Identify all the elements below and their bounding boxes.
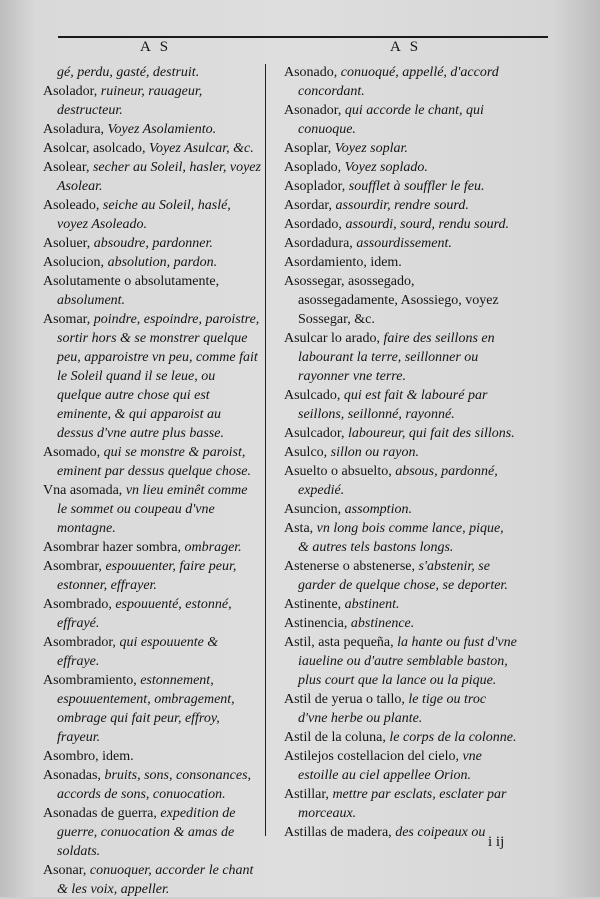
entry-headword: Asossegar, asossegado, asossegadamente, Asossiego, voyez Sossegar, &c. xyxy=(284,274,499,327)
entry-headword: Asombro, idem. xyxy=(43,749,134,764)
entry-definition: assomption. xyxy=(344,502,412,517)
entry-definition: seiche au Soleil, haslé, voyez Asoleado. xyxy=(57,198,231,232)
dictionary-entry xyxy=(284,747,517,785)
entry-headword: Astinencia, xyxy=(284,616,351,631)
entry-headword: Asulcar lo arado, xyxy=(284,331,384,346)
dictionary-entry xyxy=(284,785,517,823)
dictionary-entry xyxy=(284,424,517,443)
entry-headword: Asoladura, xyxy=(43,122,108,137)
entry-headword: Asta, xyxy=(284,521,317,536)
entry-definition: Voyez soplado. xyxy=(344,160,428,175)
entry-definition: s'abstenir, se garder de quelque chose, se deporter. xyxy=(298,559,508,593)
entry-headword: Vna asomada, xyxy=(43,483,126,498)
entry-headword: Astillar, xyxy=(284,787,333,802)
entry-headword: Astilejos costellacion del cielo, xyxy=(284,749,463,764)
dictionary-entry xyxy=(43,443,261,481)
entry-definition: assourdissement. xyxy=(356,236,452,251)
entry-definition: expedition de guerre, conuocation & amas de soldats. xyxy=(57,806,236,859)
entry-headword: Astinente, xyxy=(284,597,345,612)
entry-headword: Asonar, xyxy=(43,863,90,878)
entry-headword: Asordado, xyxy=(284,217,346,232)
entry-headword: Asombrar hazer sombra, xyxy=(43,540,185,555)
dictionary-entry xyxy=(43,766,261,804)
dictionary-entry xyxy=(43,747,261,766)
entry-definition: poindre, espoindre, paroistre, sortir hors & se monstrer quelque peu, apparoistre vn peu, comme fait le Soleil quand il se leue, ou quelque autre chose qui est eminente, & qui apparoist au dessus d'vne autre plus basse. xyxy=(57,312,260,441)
entry-definition: faire des seillons en labourant la terre, seillonner ou rayonner vne terre. xyxy=(298,331,495,384)
entry-headword: Asombramiento, xyxy=(43,673,141,688)
entry-headword: Astillas de madera, xyxy=(284,825,396,840)
entry-headword: Asombrar, xyxy=(43,559,106,574)
entry-headword: Asonadas de guerra, xyxy=(43,806,161,821)
entry-headword: Astil de yerua o tallo, xyxy=(284,692,409,707)
dictionary-entry xyxy=(284,633,517,690)
entry-headword: Asulcador, xyxy=(284,426,348,441)
entry-definition: vne estoille au ciel appellee Orion. xyxy=(298,749,482,783)
dictionary-entry xyxy=(284,386,517,424)
dictionary-entry xyxy=(284,595,517,614)
right-column xyxy=(284,63,517,842)
dictionary-entry xyxy=(284,196,517,215)
entry-definition: la hante ou fust d'vne iaueline ou d'autre semblable baston, plus court que la lance ou la pique. xyxy=(298,635,517,688)
entry-headword: Astil, asta pequeña, xyxy=(284,635,398,650)
entry-definition: absolument. xyxy=(57,293,126,308)
dictionary-entry xyxy=(284,101,517,139)
entry-headword: Asordamiento, idem. xyxy=(284,255,402,270)
running-head-right: A S xyxy=(390,39,422,55)
dictionary-entry xyxy=(284,215,517,234)
entry-headword: Asordadura, xyxy=(284,236,357,251)
dictionary-entry xyxy=(43,272,261,310)
entry-headword: Asonador, xyxy=(284,103,345,118)
entry-definition: espouuenté, estonné, effrayé. xyxy=(57,597,232,631)
entry-definition: bruits, sons, consonances, accords de sons, conuocation. xyxy=(57,768,252,802)
entry-headword: Asomado, xyxy=(43,445,104,460)
entry-definition: Voyez soplar. xyxy=(334,141,408,156)
entry-definition: mettre par esclats, esclater par morceaux. xyxy=(298,787,507,821)
entry-headword: Asoplado, xyxy=(284,160,345,175)
entry-definition: qui est fait & labouré par seillons, seillonné, rayonné. xyxy=(298,388,488,422)
dictionary-entry xyxy=(43,196,261,234)
dictionary-entry xyxy=(43,633,261,671)
dictionary-entry xyxy=(43,158,261,196)
entry-definition: qui espouuente & effraye. xyxy=(57,635,219,669)
dictionary-entry xyxy=(284,728,517,747)
entry-headword: Asulco, xyxy=(284,445,331,460)
dictionary-entry xyxy=(43,310,261,443)
dictionary-entry xyxy=(43,804,261,861)
entry-headword: Asonado, xyxy=(284,65,341,80)
entry-headword: Asombrador, xyxy=(43,635,120,650)
entry-definition: abstinent. xyxy=(344,597,400,612)
entry-definition: laboureur, qui fait des sillons. xyxy=(347,426,515,441)
dictionary-entry xyxy=(284,253,517,272)
entry-definition: vn lieu eminêt comme le sommet ou coupeau d'vne montagne. xyxy=(57,483,248,536)
column-divider xyxy=(265,64,266,836)
dictionary-entry xyxy=(43,557,261,595)
entry-headword: Asoplador, xyxy=(284,179,349,194)
entry-definition: assourdi, sourd, rendu sourd. xyxy=(345,217,510,232)
entry-definition: qui accorde le chant, qui conuoque. xyxy=(298,103,484,137)
dictionary-entry xyxy=(284,500,517,519)
running-head-left: A S xyxy=(140,39,172,55)
dictionary-entry xyxy=(284,690,517,728)
entry-headword: Astil de la coluna, xyxy=(284,730,390,745)
entry-headword: Asolear, xyxy=(43,160,93,175)
dictionary-entry xyxy=(284,158,517,177)
entry-definition: secher au Soleil, hasler, voyez Asolear. xyxy=(57,160,261,194)
entry-headword: Asuelto o absuelto, xyxy=(284,464,396,479)
dictionary-entry xyxy=(284,462,517,500)
dictionary-entry xyxy=(43,139,261,158)
dictionary-entry xyxy=(284,139,517,158)
dictionary-entry xyxy=(43,538,261,557)
dictionary-entry xyxy=(43,234,261,253)
entry-headword: Asonadas, xyxy=(43,768,105,783)
entry-headword: Asulcado, xyxy=(284,388,344,403)
signature-mark: i ij xyxy=(488,834,505,850)
dictionary-entry xyxy=(43,595,261,633)
entry-definition: soufflet à souffler le feu. xyxy=(348,179,485,194)
dictionary-entry xyxy=(284,234,517,253)
entry-definition: conuoqué, appellé, d'accord concordant. xyxy=(298,65,499,99)
entry-definition: vn long bois comme lance, pique, & autres tels bastons longs. xyxy=(298,521,504,555)
dictionary-entry xyxy=(43,861,261,899)
entry-definition: espouuenter, faire peur, estonner, effrayer. xyxy=(57,559,237,593)
entry-definition: sillon ou rayon. xyxy=(330,445,419,460)
dictionary-entry xyxy=(284,63,517,101)
dictionary-entry xyxy=(284,823,517,842)
entry-definition: Voyez Asolamiento. xyxy=(107,122,217,137)
dictionary-entry xyxy=(43,120,261,139)
entry-definition: absous, pardonné, expedié. xyxy=(298,464,498,498)
dictionary-entry xyxy=(284,329,517,386)
entry-headword: Asoleado, xyxy=(43,198,103,213)
dictionary-entry xyxy=(43,253,261,272)
dictionary-entry xyxy=(43,481,261,538)
entry-headword: Asordar, xyxy=(284,198,336,213)
dictionary-entry xyxy=(43,63,261,82)
entry-headword: Asolador, xyxy=(43,84,101,99)
entry-headword: Asolucion, xyxy=(43,255,108,270)
entry-headword: Asoplar, xyxy=(284,141,335,156)
entry-definition: ombrager. xyxy=(184,540,242,555)
entry-headword: Asolcar, asolcado, xyxy=(43,141,149,156)
entry-definition: absolution, pardon. xyxy=(107,255,218,270)
dictionary-entry xyxy=(284,519,517,557)
entry-headword: Asolutamente o absolutamente, xyxy=(43,274,220,289)
entry-definition: estonnement, espouuentement, ombragement, ombrage qui fait peur, effroy, frayeur. xyxy=(57,673,235,745)
entry-definition: absoudre, pardonner. xyxy=(93,236,213,251)
entry-definition: conuoquer, accorder le chant & les voix, appeller. xyxy=(57,863,254,897)
entry-definition: le corps de la colonne. xyxy=(389,730,517,745)
entry-definition: assourdir, rendre sourd. xyxy=(335,198,469,213)
dictionary-entry xyxy=(43,671,261,747)
entry-definition: abstinence. xyxy=(350,616,415,631)
entry-definition: le tige ou troc d'vne herbe ou plante. xyxy=(298,692,487,726)
entry-headword: Asombrado, xyxy=(43,597,116,612)
entry-definition: gé, perdu, gasté, destruit. xyxy=(57,65,200,80)
dictionary-entry xyxy=(284,557,517,595)
entry-definition: ruineur, rauageur, destructeur. xyxy=(57,84,203,118)
entry-definition: des coipeaux ou xyxy=(395,825,486,840)
entry-headword: Asuncion, xyxy=(284,502,345,517)
entry-definition: Voyez Asulcar, &c. xyxy=(148,141,254,156)
dictionary-entry xyxy=(284,443,517,462)
dictionary-entry xyxy=(284,177,517,196)
left-column xyxy=(43,63,261,899)
dictionary-entry xyxy=(284,272,517,329)
entry-definition: qui se monstre & paroist, eminent par dessus quelque chose. xyxy=(57,445,252,479)
header-rule xyxy=(58,36,548,38)
entry-headword: Astenerse o abstenerse, xyxy=(284,559,419,574)
dictionary-entry xyxy=(284,614,517,633)
entry-headword: Asomar, xyxy=(43,312,94,327)
entry-headword: Asoluer, xyxy=(43,236,94,251)
dictionary-entry xyxy=(43,82,261,120)
